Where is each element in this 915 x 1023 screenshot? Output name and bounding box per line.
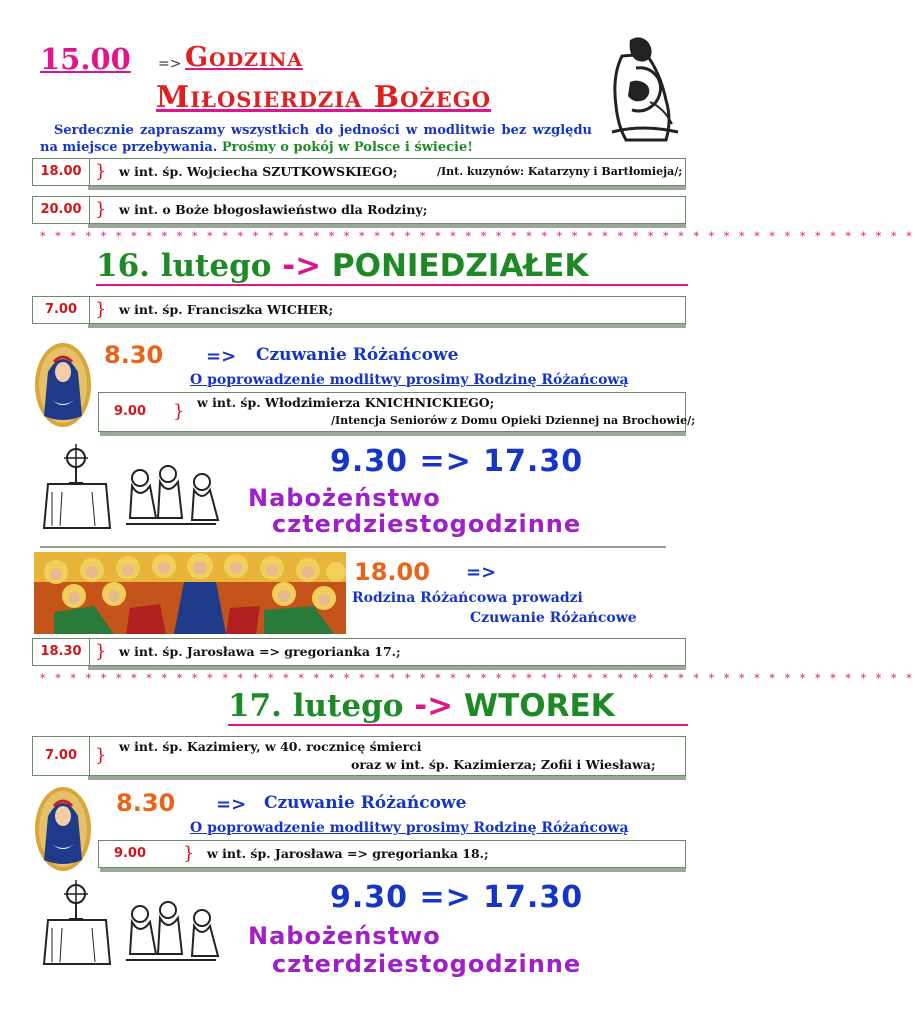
mass-row-tuesday-900 xyxy=(98,840,686,868)
mass-time: 9.00 xyxy=(113,404,147,419)
day-underline xyxy=(96,284,688,286)
day-date: 16. lutego xyxy=(96,248,272,284)
mass-time: 20.00 xyxy=(33,197,90,223)
mass-time: 18.00 xyxy=(33,159,90,185)
mass-intention: w int. śp. Franciszka WICHER; xyxy=(119,302,334,317)
mass-intention-note: /Intencja Seniorów z Domu Opieki Dziennej na Brochowie/; xyxy=(331,414,696,427)
header-invitation xyxy=(40,122,592,156)
brace-icon: } xyxy=(95,745,107,766)
day-arrow: -> xyxy=(282,248,322,284)
evening-line1: Rodzina Różańcowa prowadzi xyxy=(352,590,583,606)
mass-row-tuesday-700 xyxy=(32,736,686,776)
vigil-arrow: => xyxy=(206,346,237,367)
separator-stars: * * * * * * * * * * * * * * * * * * * * * * * * * * * * * * * * * * * * * * * * * * * * * * * * * * * * * * * * * * xyxy=(40,230,915,243)
row-shadow xyxy=(100,868,686,872)
section-divider xyxy=(40,546,666,548)
row-shadow xyxy=(88,666,686,670)
header-title-line1: Godzina xyxy=(185,42,303,73)
day-name: WTOREK xyxy=(463,688,615,724)
brace-icon: } xyxy=(95,299,107,320)
adoration-line1: Nabożeństwo xyxy=(248,922,441,950)
pieta-illustration-icon xyxy=(600,32,684,144)
day-heading-monday xyxy=(96,248,588,284)
day-underline xyxy=(228,724,688,726)
vigil-arrow: => xyxy=(216,794,247,815)
header-arrow: => xyxy=(158,56,182,72)
mass-row-sunday-2000 xyxy=(32,196,686,224)
header-title-line2: Miłosierdzia Bożego xyxy=(156,80,491,115)
row-shadow xyxy=(100,432,686,436)
evening-time: 18.00 xyxy=(354,558,430,586)
adoration-line2: czterdziestogodzinne xyxy=(272,510,582,538)
brace-icon: } xyxy=(95,161,107,182)
vigil-title: Czuwanie Różańcowe xyxy=(264,793,467,813)
brace-icon: } xyxy=(95,199,107,220)
day-date: 17. lutego xyxy=(228,688,404,724)
evening-line2: Czuwanie Różańcowe xyxy=(470,610,637,626)
day-heading-tuesday xyxy=(228,688,615,724)
adoration-time: 9.30 => 17.30 xyxy=(330,444,584,479)
row-shadow xyxy=(88,324,686,328)
day-name: PONIEDZIAŁEK xyxy=(331,248,589,284)
mass-time: 9.00 xyxy=(113,846,147,861)
header-time: 15.00 xyxy=(40,42,131,76)
row-shadow xyxy=(88,186,686,190)
mass-intention-note: /Int. kuzynów: Katarzyny i Bartłomieja/; xyxy=(437,165,683,178)
mass-intention: w int. śp. Jarosława => gregorianka 18.; xyxy=(207,846,489,861)
adoration-line1: Nabożeństwo xyxy=(248,484,441,512)
mass-row-monday-900 xyxy=(98,392,696,432)
invitation-text: Serdecznie zapraszamy wszystkich do jedności w modlitwie bez względu na miejsce przebywania. xyxy=(40,123,592,155)
pentecost-painting-icon xyxy=(34,552,346,634)
mass-time: 18.30 xyxy=(33,639,90,665)
vigil-note: O poprowadzenie modlitwy prosimy Rodzinę Różańcową xyxy=(190,820,629,836)
mass-time: 7.00 xyxy=(33,737,90,775)
mass-time: 7.00 xyxy=(33,297,90,323)
adoration-illustration-icon xyxy=(42,444,232,536)
row-shadow xyxy=(88,224,686,228)
mass-row-monday-700 xyxy=(32,296,686,324)
mass-row-sunday-1800 xyxy=(32,158,686,186)
vigil-time: 8.30 xyxy=(116,789,176,817)
evening-arrow: => xyxy=(466,562,497,583)
mass-intention: w int. śp. Wojciecha SZUTKOWSKIEGO; xyxy=(119,164,398,179)
vigil-title: Czuwanie Różańcowe xyxy=(256,345,459,365)
madonna-icon xyxy=(34,342,92,428)
madonna-icon xyxy=(34,786,92,872)
brace-icon: } xyxy=(95,641,107,662)
separator-stars: * * * * * * * * * * * * * * * * * * * * * * * * * * * * * * * * * * * * * * * * * * * * * * * * * * * * * * * * * * xyxy=(40,672,915,685)
invitation-peace-prayer: Prośmy o pokój w Polsce i świecie! xyxy=(221,140,473,155)
brace-icon: } xyxy=(173,401,185,422)
adoration-time: 9.30 => 17.30 xyxy=(330,880,584,915)
vigil-note: O poprowadzenie modlitwy prosimy Rodzinę Różańcową xyxy=(190,372,629,388)
mass-intention: w int. śp. Jarosława => gregorianka 17.; xyxy=(119,644,401,659)
vigil-time: 8.30 xyxy=(104,341,164,369)
mass-intention: w int. śp. Kazimiery, w 40. rocznicę śmierci xyxy=(119,739,422,754)
row-shadow xyxy=(88,776,686,780)
adoration-illustration-icon xyxy=(42,880,232,972)
mass-intention-cont: oraz w int. śp. Kazimierza; Zofii i Wiesława; xyxy=(351,757,656,772)
day-arrow: -> xyxy=(414,688,454,724)
mass-intention: w int. śp. Włodzimierza KNICHNICKIEGO; xyxy=(197,395,495,410)
mass-intention: w int. o Boże błogosławieństwo dla Rodziny; xyxy=(119,202,428,217)
brace-icon: } xyxy=(183,843,195,864)
mass-row-monday-1830 xyxy=(32,638,686,666)
adoration-line2: czterdziestogodzinne xyxy=(272,950,582,978)
